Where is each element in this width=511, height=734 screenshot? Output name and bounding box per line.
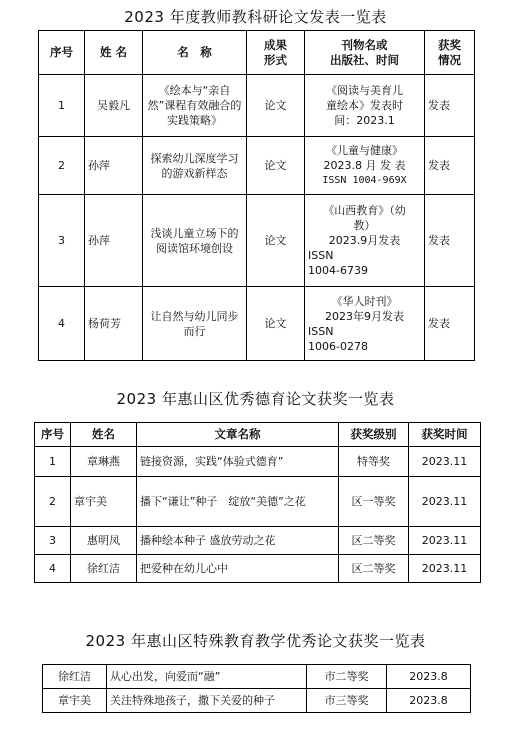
row-name: 徐红洁 [71, 555, 137, 583]
row-paper-title: 浅谈儿童立场下的阅读馆环境创设 [143, 195, 247, 287]
table1-title: 2023 年度教师教科研论文发表一览表 [124, 8, 387, 26]
row-journal: 《儿童与健康》 2023.8 月 发 表 ISSN 1004-969X [305, 137, 425, 195]
header-time: 获奖时间 [409, 423, 481, 447]
table-row [35, 447, 481, 477]
row-award: 发表 [425, 287, 475, 361]
header-form: 成果 形式 [247, 31, 305, 75]
row-form: 论文 [247, 75, 305, 137]
row-level: 特等奖 [339, 447, 409, 477]
row-no: 4 [35, 555, 71, 583]
row-form: 论文 [247, 287, 305, 361]
row-form: 论文 [247, 195, 305, 287]
row-journal: 《山西教育》（幼 教） 2023.9月发表 ISSN 1004-6739 [305, 195, 425, 287]
row-name: 章宇美 [71, 477, 137, 527]
paper-publication-table [38, 30, 475, 361]
row-no: 1 [35, 447, 71, 477]
row-form: 论文 [247, 137, 305, 195]
row-name: 章宇美 [43, 689, 107, 713]
row-paper-title: 关注特殊地孩子，撒下关爱的种子 [107, 689, 307, 713]
header-award: 获奖 情况 [425, 31, 475, 75]
row-time: 2023.11 [409, 555, 481, 583]
table-row [39, 195, 475, 287]
row-paper-title: 把爱种在幼儿心中 [137, 555, 339, 583]
row-award: 发表 [425, 137, 475, 195]
header-title: 名 称 [143, 31, 247, 75]
row-name: 徐红洁 [43, 665, 107, 689]
table-row [39, 287, 475, 361]
table-header-row [39, 31, 475, 75]
row-level: 市二等奖 [307, 665, 387, 689]
table3-title: 2023 年惠山区特殊教育教学优秀论文获奖一览表 [85, 632, 426, 650]
row-journal: 《华人时刊》 2023年9月发表 ISSN 1006-0278 [305, 287, 425, 361]
table2-title: 2023 年惠山区优秀德育论文获奖一览表 [116, 390, 395, 408]
row-paper-title: 让自然与幼儿同步而行 [143, 287, 247, 361]
row-time: 2023.11 [409, 447, 481, 477]
row-name: 惠明凤 [71, 527, 137, 555]
header-no: 序号 [39, 31, 85, 75]
table-row [43, 689, 471, 713]
special-education-award-table [42, 664, 471, 713]
table-row [35, 555, 481, 583]
table-row [43, 665, 471, 689]
row-journal: 《阅读与美育儿 童绘本》发表时 间：2023.1 [305, 75, 425, 137]
row-award: 发表 [425, 195, 475, 287]
row-paper-title: 《绘本与“亲自然”课程有效融合的实践策略》 [143, 75, 247, 137]
row-paper-title: 探索幼儿深度学习的游戏新样态 [143, 137, 247, 195]
header-name: 姓名 [71, 423, 137, 447]
header-level: 获奖级别 [339, 423, 409, 447]
row-time: 2023.8 [387, 689, 471, 713]
table-row [39, 137, 475, 195]
row-no: 2 [39, 137, 85, 195]
row-time: 2023.11 [409, 477, 481, 527]
row-time: 2023.11 [409, 527, 481, 555]
table-header-row [35, 423, 481, 447]
table-row [39, 75, 475, 137]
row-no: 2 [35, 477, 71, 527]
header-no: 序号 [35, 423, 71, 447]
header-title: 文章名称 [137, 423, 339, 447]
table-row [35, 477, 481, 527]
row-paper-title: 从心出发，向爱而“融” [107, 665, 307, 689]
header-name: 姓 名 [85, 31, 143, 75]
row-name: 章琳燕 [71, 447, 137, 477]
row-no: 4 [39, 287, 85, 361]
row-level: 区一等奖 [339, 477, 409, 527]
row-level: 区二等奖 [339, 555, 409, 583]
table-row [35, 527, 481, 555]
row-name: 孙萍 [85, 137, 143, 195]
row-award: 发表 [425, 75, 475, 137]
row-no: 1 [39, 75, 85, 137]
row-name: 孙萍 [85, 195, 143, 287]
row-name: 杨荷芳 [85, 287, 143, 361]
row-time: 2023.8 [387, 665, 471, 689]
row-paper-title: 播下“谦让”种子 绽放“美德”之花 [137, 477, 339, 527]
row-level: 区二等奖 [339, 527, 409, 555]
row-paper-title: 播种绘本种子 盛放劳动之花 [137, 527, 339, 555]
moral-education-award-table [34, 422, 481, 583]
row-level: 市三等奖 [307, 689, 387, 713]
row-no: 3 [39, 195, 85, 287]
row-name: 吴毅凡 [85, 75, 143, 137]
row-paper-title: 链接资源，实践“体验式德育” [137, 447, 339, 477]
header-journal: 刊物名或 出版社、时间 [305, 31, 425, 75]
row-no: 3 [35, 527, 71, 555]
